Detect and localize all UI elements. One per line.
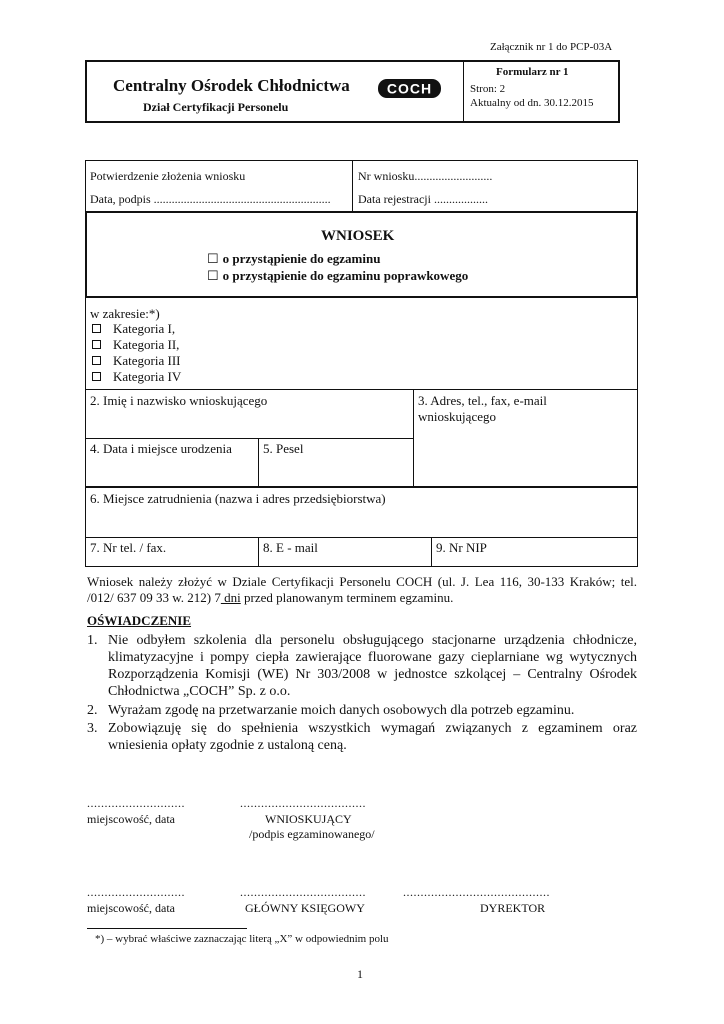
scope-label: w zakresie:*) [90, 306, 160, 321]
note-part: /012/ 637 09 33 w. 212) 7 [87, 590, 221, 605]
field-email[interactable]: 8. E - mail [263, 540, 318, 555]
category-4[interactable] [92, 369, 181, 385]
option-exam[interactable]: ☐ o przystąpienie do egzaminu [207, 251, 381, 266]
applicant-sub-label: /podpis egzaminowanego/ [249, 827, 375, 841]
category-label: Kategoria I, [113, 321, 176, 336]
dept-name: Dział Certyfikacji Personelu [143, 100, 289, 114]
accountant-label: GŁÓWNY KSIĘGOWY [245, 901, 365, 915]
category-3[interactable] [92, 353, 181, 369]
submission-note [87, 574, 637, 606]
field-address[interactable]: 3. Adres, tel., fax, e-mail [418, 393, 547, 408]
signature-dots: .......................................... [403, 885, 550, 899]
category-2[interactable] [92, 337, 179, 353]
note-days: dni [220, 590, 241, 605]
declaration-item [87, 720, 637, 754]
table-border [85, 297, 86, 389]
declaration-text: Nie odbyłem szkolenia dla personelu obsługującego stacjonarne urządzenia chłodnicze, klimatyzacyjne i pompy ciepła zawierające fluorowane gazy cieplarniane wg wytycznych Rozporządzenia Komisji (WE) Nr 303/2008 w jednostce szkolącej – Centralny Ośrodek Chłodnictwa „COCH” Sp. z o.o. [108, 633, 637, 699]
application-title: WNIOSEK [321, 228, 395, 244]
place-date-label: miejscowość, data [87, 901, 175, 915]
field-birth[interactable]: 4. Data i miejsce urodzenia [90, 441, 232, 456]
declaration-heading: OŚWIADCZENIE [87, 613, 192, 628]
footnote: *) – wybrać właściwe zaznaczając literą „X” w odpowiednim polu [95, 933, 389, 945]
intake-app-no: Nr wniosku.......................... [358, 169, 493, 183]
submission-note-line2 [87, 590, 637, 606]
table-border [85, 389, 638, 390]
attachment-label: Załącznik nr 1 do PCP-03A [490, 41, 613, 53]
table-border [431, 537, 432, 567]
table-border [85, 566, 638, 567]
category-label: Kategoria II, [113, 337, 180, 352]
declaration-text: Wyrażam zgodę na przetwarzanie moich danych osobowych dla potrzeb egzaminu. [108, 703, 575, 718]
header-divider [463, 60, 464, 123]
category-label: Kategoria III [113, 353, 181, 368]
table-border [258, 438, 259, 487]
signature-dots: .................................... [240, 885, 366, 899]
checkbox-icon [92, 324, 101, 333]
footnote-separator [87, 928, 247, 929]
intake-date-sign: Data, podpis ........................................................... [90, 192, 331, 206]
table-border [85, 160, 638, 161]
intake-reg-date: Data rejestracji .................. [358, 192, 488, 206]
field-name[interactable]: 2. Imię i nazwisko wnioskującego [90, 393, 268, 408]
table-border [637, 297, 638, 389]
table-border [85, 537, 638, 538]
org-name: Centralny Ośrodek Chłodnictwa [113, 76, 350, 95]
option-retake-label: o przystąpienie do egzaminu poprawkowego [222, 268, 469, 283]
applicant-label: WNIOSKUJĄCY [265, 812, 352, 826]
table-border [637, 160, 638, 212]
option-retake[interactable]: ☐ o przystąpienie do egzaminu poprawkowego [207, 268, 469, 283]
field-address-cont: wnioskującego [418, 409, 496, 424]
signature-dots: ............................ [87, 796, 185, 810]
page-number: 1 [357, 967, 363, 981]
table-border [85, 160, 86, 212]
table-border [637, 389, 638, 567]
director-label: DYREKTOR [480, 901, 546, 915]
submission-note-line1: Wniosek należy złożyć w Dziale Certyfikacji Personelu COCH (ul. J. Lea 116, 30-133 Kraków; tel. [87, 574, 637, 589]
table-border [85, 438, 414, 439]
field-nip[interactable]: 9. Nr NIP [436, 540, 487, 555]
coch-logo [378, 79, 441, 98]
declaration-number: 3. [87, 721, 98, 736]
declaration-text: Zobowiązuję się do spełnienia wszystkich wymagań związanych z egzaminem oraz wniesienia opłaty zgodnie z ustaloną ceną. [108, 721, 637, 753]
declaration-item [87, 632, 637, 700]
table-border [85, 486, 638, 488]
svg-text:COCH: COCH [386, 80, 433, 97]
signature-dots: ............................ [87, 885, 185, 899]
signature-dots: .................................... [240, 796, 366, 810]
category-1[interactable] [92, 321, 175, 337]
page-count: Stron: 2 [470, 83, 506, 95]
valid-from: Aktualny od dn. 30.12.2015 [470, 97, 594, 109]
place-date-label: miejscowość, data [87, 812, 175, 826]
declaration-number: 2. [87, 703, 98, 718]
checkbox-icon [92, 356, 101, 365]
table-border [85, 389, 86, 567]
declaration-number: 1. [87, 633, 98, 648]
note-part: przed planowanym terminem egzaminu. [240, 590, 454, 605]
intake-confirm: Potwierdzenie złożenia wniosku [90, 169, 246, 183]
option-exam-label: o przystąpienie do egzaminu [222, 251, 381, 266]
field-employer[interactable]: 6. Miejsce zatrudnienia (nazwa i adres przedsiębiorstwa) [90, 491, 386, 506]
checkbox-icon [92, 340, 101, 349]
checkbox-icon [92, 372, 101, 381]
category-label: Kategoria IV [113, 369, 182, 384]
form-number: Formularz nr 1 [496, 66, 569, 78]
table-border [258, 537, 259, 567]
declaration-item [87, 702, 637, 719]
table-border [352, 160, 353, 212]
field-pesel[interactable]: 5. Pesel [263, 441, 304, 456]
field-phone[interactable]: 7. Nr tel. / fax. [90, 540, 167, 555]
